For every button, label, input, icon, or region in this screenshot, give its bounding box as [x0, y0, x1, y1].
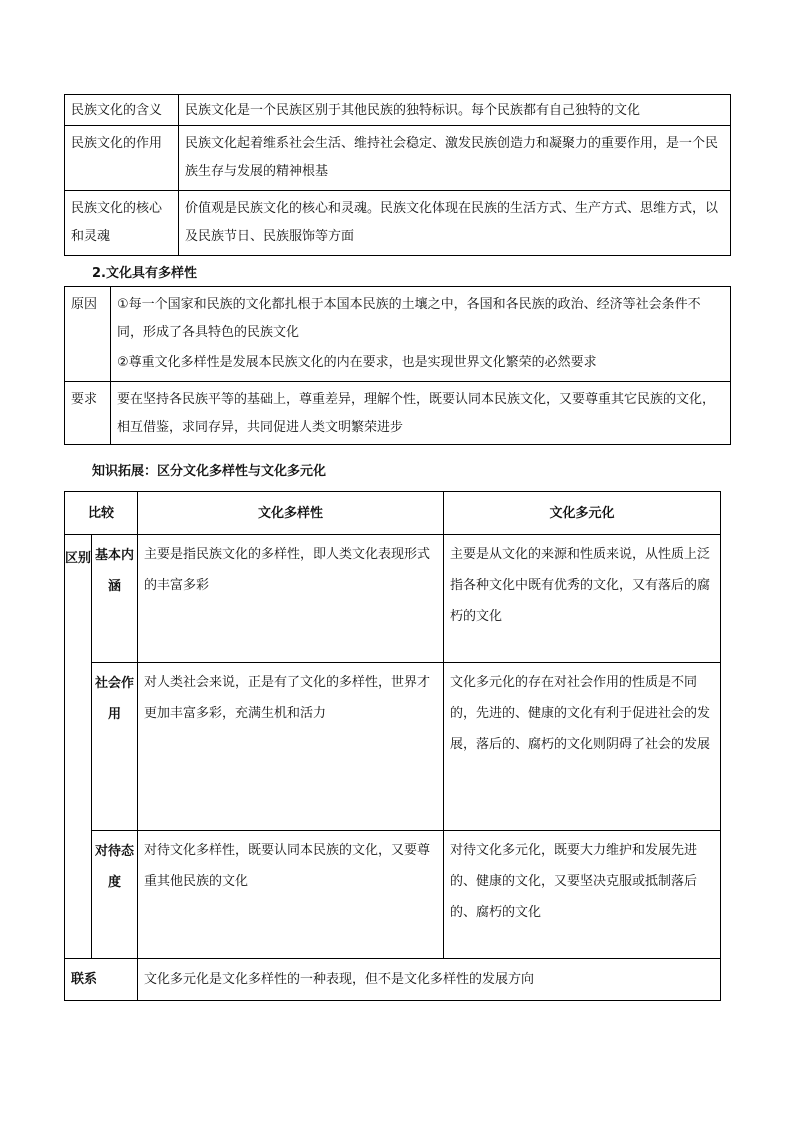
reason-1: ①每一个国家和民族的文化都扎根于本国本民族的土壤之中，各国和各民族的政治、经济等社会条件不同，形成了各具特色的民族文化 — [117, 297, 701, 340]
national-culture-table — [64, 94, 731, 256]
row-content: 民族文化是一个民族区别于其他民族的独特标识。每个民族都有自己独特的文化 — [179, 95, 731, 126]
table-row — [65, 535, 721, 663]
row-content: 民族文化起着维系社会生活、维持社会稳定、激发民族创造力和凝聚力的重要作用，是一个民族生存与发展的精神根基 — [179, 126, 731, 191]
row-label: 对待态度 — [92, 831, 138, 959]
extension-heading: 知识拓展：区分文化多样性与文化多元化 — [92, 464, 327, 479]
diversity-cell: 主要是指民族文化的多样性，即人类文化表现形式的丰富多彩 — [138, 535, 444, 663]
diversity-cell: 对待文化多样性，既要认同本民族的文化，又要尊重其他民族的文化 — [138, 831, 444, 959]
row-label: 基本内涵 — [92, 535, 138, 663]
header-pluralism: 文化多元化 — [444, 492, 721, 535]
diversity-cell: 对人类社会来说，正是有了文化的多样性，世界才更加丰富多彩，充满生机和活力 — [138, 663, 444, 831]
row-label: 民族文化的含义 — [65, 95, 179, 126]
table-row — [65, 382, 731, 445]
comparison-table — [64, 491, 721, 1001]
row-label: 社会作用 — [92, 663, 138, 831]
diversity-table — [64, 286, 731, 445]
table-row — [65, 959, 721, 1001]
requirement-label: 要求 — [65, 382, 111, 445]
pluralism-cell: 对待文化多元化，既要大力维护和发展先进的、健康的文化，又要坚决克服或抵制落后的、腐朽的文化 — [444, 831, 721, 959]
table-row — [65, 191, 731, 256]
reason-content — [111, 287, 731, 382]
row-label: 民族文化的核心和灵魂 — [65, 191, 179, 256]
section-heading: 2.文化具有多样性 — [92, 266, 197, 281]
header-compare: 比较 — [65, 492, 138, 535]
pluralism-cell: 文化多元化的存在对社会作用的性质是不同的，先进的、健康的文化有利于促进社会的发展，落后的、腐朽的文化则阴碍了社会的发展 — [444, 663, 721, 831]
table-row — [65, 287, 731, 382]
row-content: 价值观是民族文化的核心和灵魂。民族文化体现在民族的生活方式、生产方式、思维方式，以及民族节日、民族服饰等方面 — [179, 191, 731, 256]
table-row — [65, 663, 721, 831]
reason-2: ②尊重文化多样性是发展本民族文化的内在要求，也是实现世界文化繁荣的必然要求 — [117, 355, 597, 370]
link-label: 联系 — [65, 959, 138, 1001]
row-label: 民族文化的作用 — [65, 126, 179, 191]
reason-label: 原因 — [65, 287, 111, 382]
pluralism-cell: 主要是从文化的来源和性质来说，从性质上泛指各种文化中既有优秀的文化，又有落后的腐朽的文化 — [444, 535, 721, 663]
requirement-content: 要在坚持各民族平等的基础上，尊重差异，理解个性，既要认同本民族文化，又要尊重其它民族的文化，相互借鉴，求同存异，共同促进人类文明繁荣进步 — [111, 382, 731, 445]
difference-label: 区别 — [65, 535, 92, 959]
table-row — [65, 831, 721, 959]
link-content: 文化多元化是文化多样性的一种表现，但不是文化多样性的发展方向 — [138, 959, 721, 1001]
table-header-row — [65, 492, 721, 535]
table-row — [65, 126, 731, 191]
table-row — [65, 95, 731, 126]
header-diversity: 文化多样性 — [138, 492, 444, 535]
